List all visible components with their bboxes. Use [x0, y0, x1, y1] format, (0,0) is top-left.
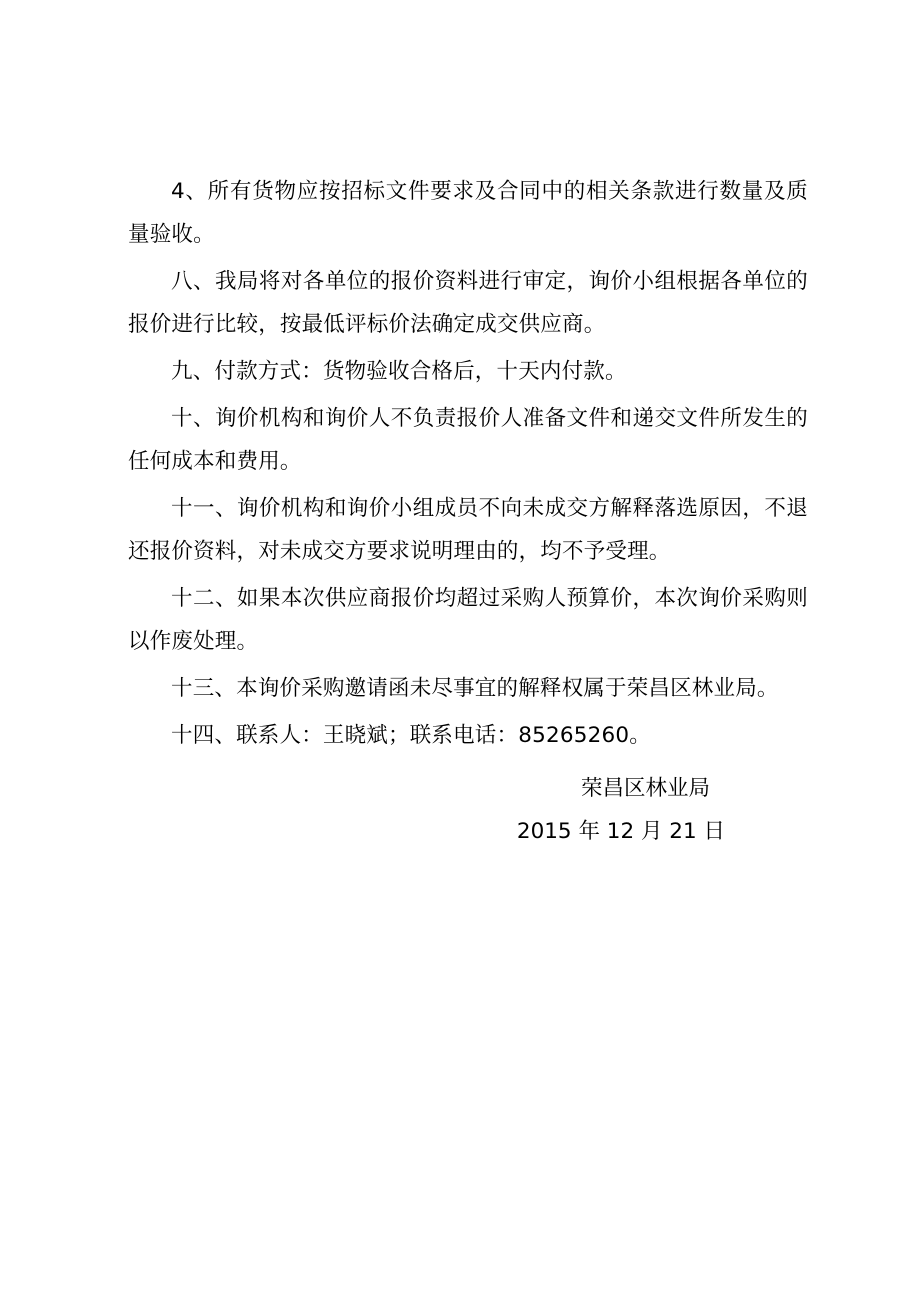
signature-date: 2015 年 12 月 21 日: [516, 819, 725, 844]
paragraph-twelve-budget: 十二、如果本次供应商报价均超过采购人预算价，本次询价采购则以作废处理。: [128, 586, 808, 654]
paragraph-fourteen-contact: 十四、联系人：王晓斌；联系电话：85265260。: [171, 723, 651, 748]
paragraph-ten-costs: 十、询价机构和询价人不负责报价人准备文件和递交文件所发生的任何成本和费用。: [128, 406, 808, 474]
signature-block: [517, 767, 725, 853]
paragraph-item-4-acceptance: 4、所有货物应按招标文件要求及合同中的相关条款进行数量及质量验收。: [128, 179, 808, 247]
paragraph-thirteen-interpretation: 十三、本询价采购邀请函未尽事宜的解释权属于荣昌区林业局。: [171, 676, 779, 701]
paragraph-nine-payment: 九、付款方式：货物验收合格后，十天内付款。: [171, 359, 627, 384]
signature-organization: 荣昌区林业局: [580, 776, 710, 801]
paragraph-eight-review: 八、我局将对各单位的报价资料进行审定，询价小组根据各单位的报价进行比较，按最低评标价法确定成交供应商。: [128, 269, 808, 337]
document-body: [128, 170, 808, 761]
paragraph-eleven-no-explanation: 十一、询价机构和询价小组成员不向未成交方解释落选原因，不退还报价资料，对未成交方要求说明理由的，均不予受理。: [128, 496, 808, 564]
